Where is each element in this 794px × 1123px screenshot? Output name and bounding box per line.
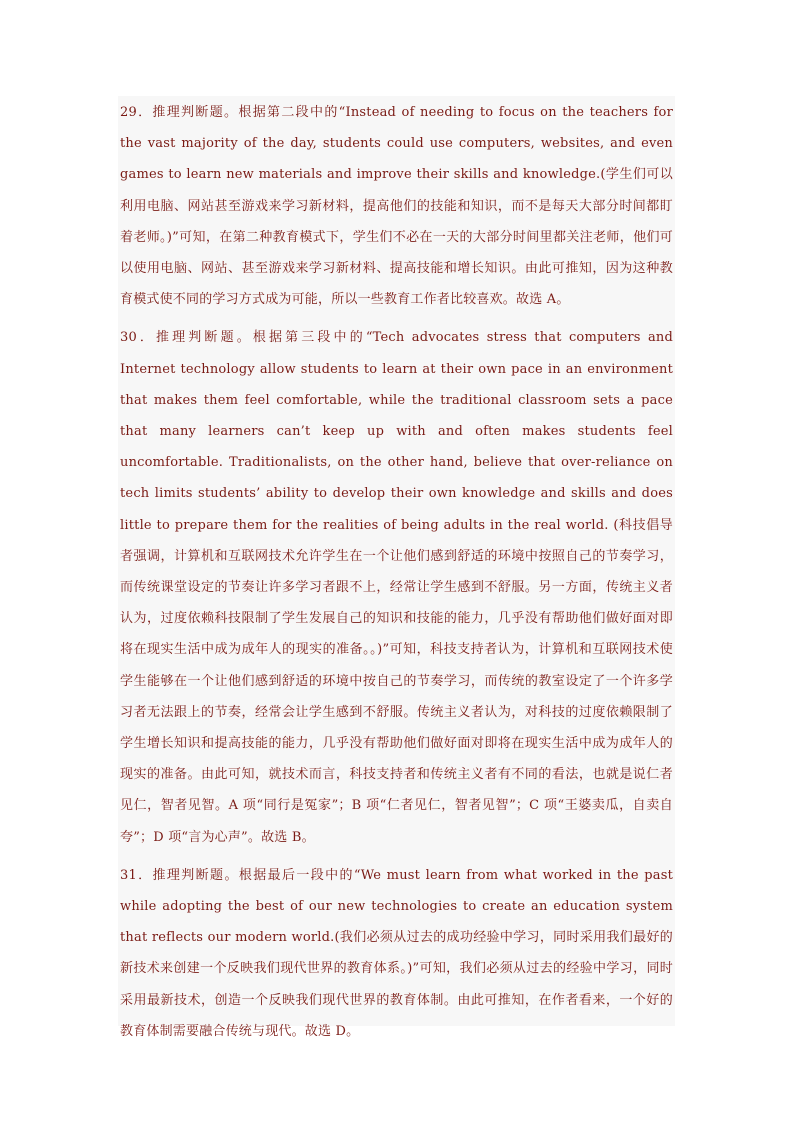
- explanation-29: 29．推理判断题。根据第二段中的“Instead of needing to focus on the teachers for the vast majority of the day, students could use computers, websites, and even games to learn new materials and improve their skills and knowledge.(学生们可以利用电脑、网站甚至游戏来学习新材料，提高他们的技能和知识，而不是每天大部分时间都盯着老师。)”可知，在第二种教育模式下，学生们不必在一天的大部分时间里都关注老师，他们可以使用电脑、网站、甚至游戏来学习新材料、提高技能和增长知识。由此可推知，因为这种教育模式使不同的学习方式成为可能，所以一些教育工作者比较喜欢。故选 A。: [120, 105, 673, 308]
- answer-explanation-panel: [118, 96, 675, 1039]
- explanation-31: 31．推理判断题。根据最后一段中的“We must learn from what worked in the past while adopting the best of our new technologies to create an education system that reflects our modern world.(我们必须从过去的成功经验中学习，同时采用我们最好的新技术来创建一个反映我们现代世界的教育体系。)”可知，我们必须从过去的经验中学习，同时采用最新技术，创造一个反映我们现代世界的教育体制。由此可推知，在作者看来，一个好的教育体制需要融合传统与现代。故选 D。: [120, 867, 673, 1039]
- explanation-30: 30．推理判断题。根据第三段中的“Tech advocates stress that computers and Internet technology allow students to learn at their own pace in an environment that makes them feel comfortable, while the traditional classroom sets a pace that many learners can’t keep up with and often makes students feel uncomfortable. Traditionalists, on the other hand, believe that over-reliance on tech limits students’ ability to develop their own knowledge and skills and does little to prepare them for the realities of being adults in the real world. (科技倡导者强调，计算机和互联网技术允许学生在一个让他们感到舒适的环境中按照自己的节奏学习，而传统课堂设定的节奏让许多学习者跟不上，经常让学生感到不舒服。另一方面，传统主义者认为，过度依赖科技限制了学生发展自己的知识和技能的能力，几乎没有帮助他们做好面对即将在现实生活中成为成年人的现实的准备。。)”可知，科技支持者认为，计算机和互联网技术使学生能够在一个让他们感到舒适的环境中按自己的节奏学习，而传统的教室设定了一个许多学习者无法跟上的节奏，经常会让学生感到不舒服。传统主义者认为，对科技的过度依赖限制了学生增长知识和提高技能的能力，几乎没有帮助他们做好面对即将在现实生活中成为成年人的现实的准备。由此可知，就技术而言，科技支持者和传统主义者有不同的看法，也就是说仁者见仁，智者见智。A 项“同行是冤家”；B 项“仁者见仁，智者见智”；C 项“王婆卖瓜，自卖自夸”；D 项“言为心声”。故选 B。: [120, 330, 673, 845]
